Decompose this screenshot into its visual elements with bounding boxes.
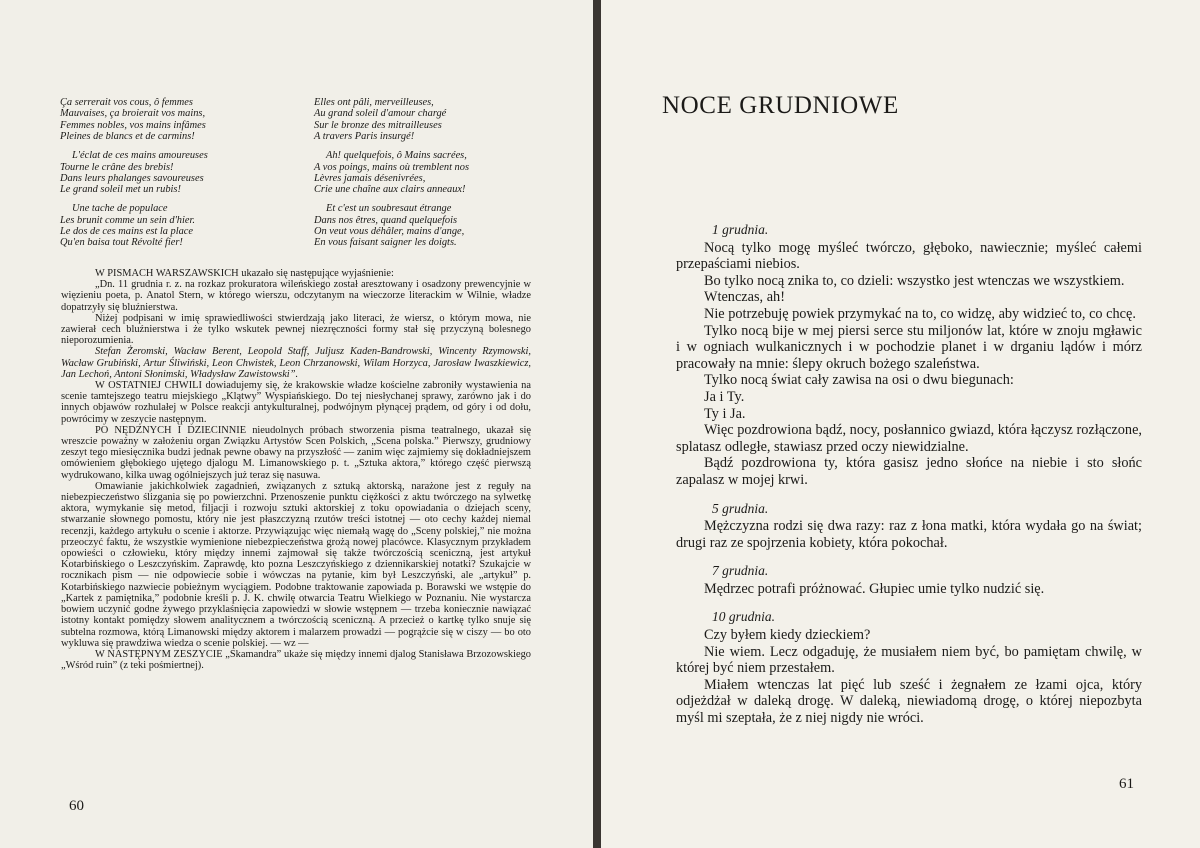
note-paragraph: W PISMACH WARSZAWSKICH ukazało się następujące wyjaśnienie:	[95, 268, 394, 279]
poem-line: Au grand soleil d'amour chargé	[314, 108, 447, 120]
note-paragraph: W OSTATNIEJ CHWILI dowiadujemy się, że krakowskie władze kościelne zabroniły wystawienia na scenie tamtejszego teatru miejskiego „Klątwy” Wyspiańskiego. Do tej niesłychanej sprawy, zarówno jak i do innych objawów rozhulałej w Polsce reakcji antykulturalnej, podwójnym płynącej prądem, od góry i od dołu, powrócimy w zeszycie następnym.	[61, 380, 531, 425]
poem-line: Crie une chaîne aux clairs anneaux!	[314, 184, 466, 196]
poem-stanza	[60, 203, 285, 249]
entry-paragraph: Miałem wtenczas lat pięć lub sześć i żegnałem ze łzami ojca, który odjeżdżał w daleką drogę. W daleką, niewiadomą drogę, o której niepozbyta myśl mi szeptała, że z niej nigdy nie wróci.	[676, 676, 1142, 727]
poem-line: Une tache de populace	[72, 203, 168, 215]
page-title: NOCE GRUDNIOWE	[662, 92, 899, 119]
poem-stanza	[60, 150, 285, 196]
entry-date: 5 grudnia.	[712, 500, 769, 516]
note-paragraph: „Dn. 11 grudnia r. z. na rozkaz prokuratora wileńskiego został aresztowany i osadzony prewencyjnie w więzieniu poeta, p. Anatol Stern, w którego wierszu, odczytanym na wieczorze literackim w Wilnie, władze dopatrzyły się bluźnierstwa.	[61, 279, 531, 313]
poem-line: Et c'est un soubresaut étrange	[326, 203, 452, 215]
signatories: Stefan Żeromski, Wacław Berent, Leopold Staff, Juljusz Kaden-Bandrowski, Wincenty Rzymowski, Wacław Grubiński, Artur Śliwiński, Leon Chwistek, Leon Chrzanowski, Wilam Horzyca, Jarosław Iwaszkiewicz, Jan Lechoń, Antoni Słonimski, Władysław Zawistowski”.	[61, 346, 531, 380]
poem-line: Le grand soleil met un rubis!	[60, 184, 181, 196]
editorial-notes	[61, 268, 531, 671]
note-paragraph: Omawianie jakichkolwiek zagadnień, związanych z sztuką aktorską, narażone jest z reguły na niebezpieczeństwo ślizgania się po powierzchni. Przenoszenie punktu ciężkości z aktu twórczego na sylwetkę aktora, wymykanie się metod, filjacji i rozwoju sztuki aktorskiej z toku opowiadania o dziejach sceny, stwarzanie słownego pomostu, który nie jest płaszczyzną rzutów treści istotnej — oto cechy każdej niemal recenzji, każdego artykułu o scenie i aktorze. Przywiązując więc niemałą wagę do „Sceny polskiej,” nie można przeoczyć faktu, że wszystkie wymienione niebezpieczeństwa grożą nowej placówce. Klasycznym przykładem opowieści o człowieku, który między innemi zajmował się także twórczością sceniczną, jest artykuł Kotarbińskiego o Leszczyńskim. Zaprawdę, kto pozna Leszczyńskiego z dziennikarskiej notatki? Szukajcie w rocznikach pism — nie odpowiecie sobie i wówczas na pytanie, kim był Leszczyński, ale „artykuł” p. Kotarbińskiego nazwiecie pobieżnym wyciągiem. Podobne traktowanie zapowiada p. Borawski we wstępie do „Kartek z pamiętnika,” podobnie kreśli p. J. K. chwilę otwarcia Teatru Wielkiego w Poznaniu. Nie wystarcza bowiem uczynić godne żywego przyklaśnięcia zapowiedzi w słowie wstępnem — trzeba koniecznie nawiązać istotny kontakt pomiędzy słowem analitycznem a twórczością sceniczną. A przecież o kartkę tylko snuje się subtelna rozmowa, którą Limanowski między aktorem i malarzem prowadzi — pogrążcie się w ciszy — bo oto wykluwa się prawdziwa wiedza o scenie polskiej. — wz —	[61, 480, 531, 649]
poem-line: Lèvres jamais désenivrées,	[314, 172, 426, 184]
poem-stanza	[314, 97, 539, 143]
note-paragraph: Niżej podpisani w imię sprawiedliwości stwierdzają jako literaci, że wiersz, o którym mowa, nie zawierał cech bluźnierstwa i że tylko wskutek pewnej niezręczności formy stał się przyczyną bolesnego nieporozumienia.	[61, 312, 531, 347]
entry-paragraph: Więc pozdrowiona bądź, nocy, posłannico gwiazd, która łączysz rozłączone, splatasz odległe, stawiasz przed oczy niewidzialne.	[676, 422, 1142, 455]
poem-line: Pleines de blancs et de carmins!	[60, 131, 195, 143]
poem-line: Ça serrerait vos cous, ô femmes	[60, 97, 193, 108]
entry-date: 10 grudnia.	[712, 609, 776, 625]
poem-line: Tourne le crâne des brebis!	[60, 161, 174, 173]
poem-line: Qu'en baisa tout Révolté fier!	[60, 237, 183, 249]
page-number-left: 60	[69, 798, 84, 814]
poem-line: On veut vous déhâler, mains d'ange,	[314, 226, 465, 238]
entry-paragraph: Wtenczas, ah!	[704, 289, 785, 306]
poem-line: En vous faisant saigner les doigts.	[314, 237, 457, 249]
entry-paragraph: Bądź pozdrowiona ty, która gasisz jedno słońce na niebie i sto słońc zapalasz w mojej krwi.	[676, 455, 1142, 488]
poem-line: Mauvaises, ça broierait vos mains,	[60, 108, 206, 120]
diary-entries	[676, 222, 1142, 727]
note-paragraph: PO NĘDZNYCH I DZIECINNIE nieudolnych próbach stworzenia pisma teatralnego, ukazał się wreszcie poważny w założeniu organ Związku Artystów Scen Polskich, „Scena polska.” Pierwszy, grudniowy zeszyt tego miesięcznika budzi jednak pewne obawy na przyszłość — zanim więc zajmiemy się dokładniejszem omówieniem głębokiego ujętego djalogu M. Limanowskiego p. t. „Sztuka aktora,” którego część pierwszą wydrukowano, kilka uwag ogólniejszych już teraz się nasuwa.	[61, 424, 531, 481]
french-poem	[60, 97, 530, 263]
left-page	[0, 0, 593, 848]
poem-stanza	[60, 97, 285, 143]
poem-line: Dans leurs phalanges savoureuses	[60, 172, 204, 184]
entry-paragraph: Bo tylko nocą znika to, co dzieli: wszystko jest wtenczas we wszystkiem.	[704, 272, 1125, 289]
poem-line: Femmes nobles, vos mains infâmes	[60, 119, 206, 131]
poem-stanza	[314, 150, 539, 196]
poem-line: Ah! quelquefois, ô Mains sacrées,	[326, 150, 467, 162]
entry-date: 7 grudnia.	[712, 563, 769, 579]
book-gutter	[593, 0, 601, 848]
poem-line: A travers Paris insurgé!	[314, 131, 415, 143]
entry-paragraph: Tylko nocą bije w mej piersi serce stu miljonów lat, które w znoju mgławic i w ogniach wulkanicznych i w pochodzie planet i w drganiu lądów i mórz pracowały na mnie: ślepy okruch bożego szaleństwa.	[676, 322, 1142, 372]
entry-paragraph: Nocą tylko mogę myśleć twórczo, głęboko, nawiecznie; myśleć całemi przepaściami niebios.	[676, 239, 1142, 273]
poem-column-left	[60, 97, 285, 256]
poem-column-right	[314, 97, 539, 256]
entry-paragraph: Tylko nocą świat cały zawisa na osi o dwu biegunach:	[704, 372, 1014, 389]
poem-stanza	[314, 203, 539, 249]
entry-paragraph: Mężczyzna rodzi się dwa razy: raz z łona matki, która wydała go na świat; drugi raz ze spojrzenia kobiety, która pokochał.	[676, 518, 1142, 551]
entry-date: 1 grudnia.	[712, 222, 769, 237]
poem-line: Sur le bronze des mitrailleuses	[314, 119, 442, 131]
poem-line: Elles ont pâli, merveilleuses,	[314, 97, 434, 108]
entry-paragraph: Nie wiem. Lecz odgaduję, że musiałem niem być, bo pamiętam chwilę, w której być niem przestałem.	[676, 643, 1142, 677]
entry-paragraph: Ty i Ja.	[704, 405, 746, 422]
poem-line: A vos poings, mains où tremblent nos	[314, 161, 469, 173]
entry-paragraph: Mędrzec potrafi próżnować. Głupiec umie tylko nudzić się.	[704, 580, 1045, 597]
entry-paragraph: Nie potrzebuję powiek przymykać na to, co widzę, aby widzieć to, co chcę.	[704, 305, 1136, 322]
poem-line: Le dos de ces mains est la place	[60, 226, 194, 238]
entry-paragraph: Ja i Ty.	[704, 388, 745, 405]
entry-paragraph: Czy byłem kiedy dzieckiem?	[704, 627, 871, 644]
poem-line: Les brunit comme un sein d'hier.	[60, 214, 195, 226]
poem-line: L'éclat de ces mains amoureuses	[72, 150, 208, 162]
page-number-right: 61	[1119, 776, 1134, 792]
note-paragraph: W NASTĘPNYM ZESZYCIE „Skamandra” ukaże się między innemi djalog Stanisława Brzozowskiego „Wśród ruin” (z teki pośmiertnej).	[61, 648, 531, 672]
poem-line: Dans nos êtres, quand quelquefois	[314, 214, 458, 226]
